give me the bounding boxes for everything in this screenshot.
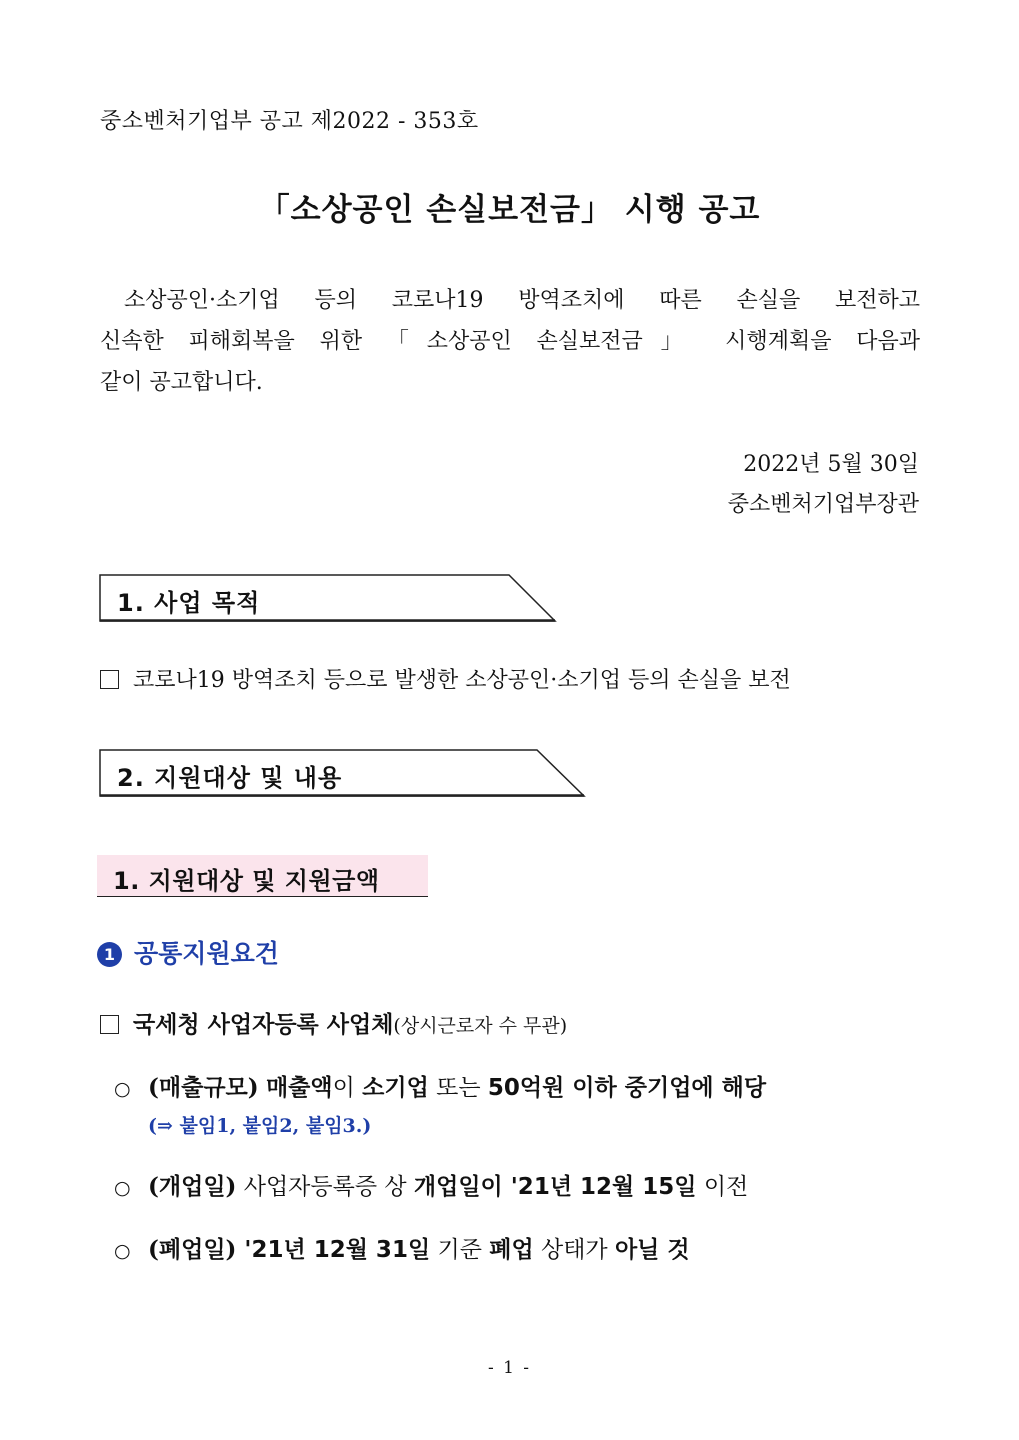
bullet-text: 매출액 — [265, 1075, 333, 1101]
bullet-text: 50억원 이하 중기업에 해당 — [487, 1075, 767, 1101]
notice-date: 2022년 5월 30일 — [743, 452, 919, 477]
section-1-header — [99, 574, 557, 620]
bullet-text: 개업일이 '21년 12월 15일 — [413, 1174, 697, 1200]
intro-line-1: 소상공인·소기업 등의 코로나19 방역조치에 따른 손실을 보전하고 — [124, 288, 920, 313]
common-requirements-title: 공통지원요건 — [134, 939, 279, 968]
bullet-circle-icon: ○ — [114, 1078, 131, 1100]
purpose-text: 코로나19 방역조치 등으로 발생한 소상공인·소기업 등의 손실을 보전 — [133, 668, 791, 693]
intro-line-3: 같이 공고합니다. — [100, 370, 263, 395]
bullet-text: 기준 — [430, 1237, 490, 1263]
bullet-circle-icon: ○ — [114, 1240, 131, 1262]
page-number: - 1 - — [487, 1358, 532, 1378]
bullet-opening-date — [114, 1168, 748, 1201]
bullet-text: 소기업 — [362, 1075, 429, 1101]
purpose-item — [100, 663, 920, 694]
document-title: 「소상공인 손실보전금」 시행 공고 — [258, 192, 761, 228]
notice-number: 중소벤처기업부 공고 제2022 - 353호 — [100, 109, 479, 134]
bullet-text: 폐업 — [489, 1237, 534, 1263]
bullet-text: 아닐 것 — [614, 1237, 690, 1263]
requirement-item — [100, 1006, 567, 1039]
attachment-reference: (⇒ 붙임1, 붙임2, 붙임3.) — [148, 1115, 372, 1137]
requirement-note: (상시근로자 수 무관) — [393, 1015, 568, 1037]
bullet-text: 사업자등록증 상 — [236, 1174, 414, 1200]
subsection-title: 1. 지원대상 및 지원금액 — [113, 867, 380, 895]
bullet-text: 상태가 — [533, 1237, 615, 1263]
signer: 중소벤처기업부장관 — [727, 492, 919, 517]
intro-line-2: 신속한 피해회복을 위한 「소상공인 손실보전금」 시행계획을 다음과 — [100, 329, 920, 354]
common-requirements-heading — [97, 934, 279, 970]
bullet-label: (개업일) — [148, 1173, 237, 1200]
bullet-text: 이 — [332, 1075, 363, 1101]
bullet-circle-icon: ○ — [114, 1177, 131, 1199]
bullet-closure-date — [114, 1231, 690, 1264]
bullet-label: (매출규모) — [148, 1074, 259, 1101]
bullet-sales-scale — [114, 1069, 766, 1102]
section-2-title: 2. 지원대상 및 내용 — [117, 764, 343, 792]
subsection-header — [97, 855, 428, 897]
requirement-main: 국세청 사업자등록 사업체 — [133, 1012, 394, 1038]
bullet-text: '21년 12월 31일 — [236, 1237, 431, 1263]
checkbox-icon — [100, 670, 119, 689]
intro-paragraph — [100, 280, 920, 403]
bullet-text: 이전 — [696, 1174, 749, 1200]
section-2-header — [99, 749, 587, 795]
bullet-label: (폐업일) — [148, 1236, 237, 1263]
bullet-text: 또는 — [428, 1075, 488, 1101]
checkbox-icon — [100, 1015, 119, 1034]
number-1-icon: 1 — [97, 942, 122, 967]
section-1-title: 1. 사업 목적 — [117, 589, 261, 617]
